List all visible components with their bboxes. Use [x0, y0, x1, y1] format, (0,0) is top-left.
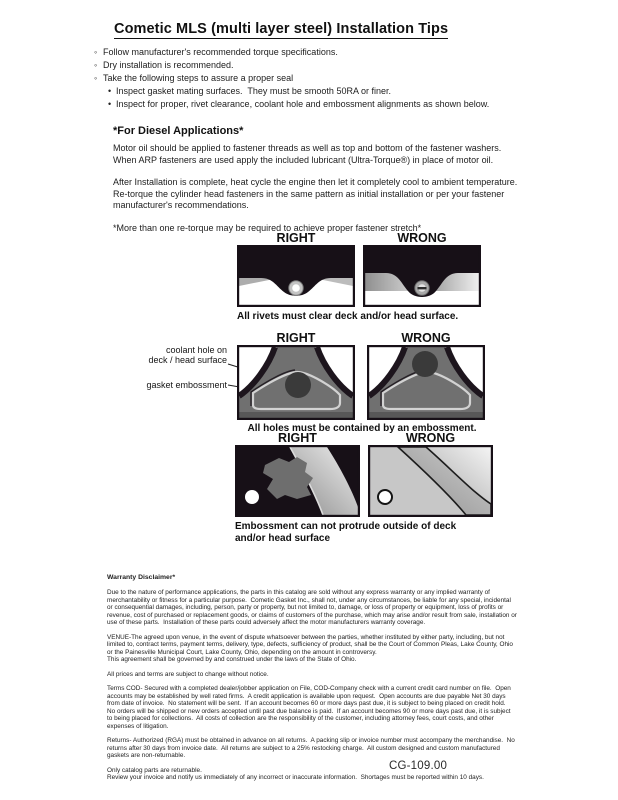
- circle-bullet-icon: ◦: [94, 47, 98, 57]
- tip-text: Take the following steps to assure a proper seal: [103, 73, 294, 83]
- holes-right-illustration: [237, 345, 355, 420]
- tip-text: Follow manufacturer's recommended torque specifications.: [103, 47, 338, 57]
- tip-text: Inspect gasket mating surfaces. They must be smooth 50RA or finer.: [116, 86, 391, 96]
- disclaimer-heading: Warranty Disclaimer*: [107, 574, 176, 581]
- diesel-paragraph: Motor oil should be applied to fastener threads as well as top and bottom of the fastener washers. When ARP fasteners are used apply the included lubricant (Ultra-Torque®) in place of motor oil.: [113, 143, 504, 165]
- caption-line: and/or head surface: [235, 533, 331, 544]
- right-label: RIGHT: [276, 331, 316, 345]
- coolant-hole-annotation: [110, 345, 227, 365]
- list-item: [92, 72, 528, 85]
- holes-caption: All holes must be contained by an embossment.: [247, 423, 477, 434]
- terms-cod-paragraph: Terms COD- Secured with a completed dealer/jobber application on File, COD-Company check with a current credit card number on file. Open accounts may be established by well rated firms. A credit application is available upon request. Open accounts are due payable Net 30 days from date of invoice. No statement will be sent. If an account becomes 60 or more days past due, it is subject to being placed on credit hold. No orders will be shipped or new orders accepted until past due balance is paid. If an account becomes 90 or more days past due, it is subject to being placed for collections. All costs of collection are the responsibility of the customer, including attorney fees, court costs, and other expenses of litigation.: [107, 685, 513, 730]
- wrong-label: WRONG: [401, 331, 451, 345]
- gasket-embossment-annotation: gasket embossment: [146, 380, 227, 390]
- list-item: [92, 59, 528, 72]
- diesel-heading: *For Diesel Applications*: [113, 125, 244, 137]
- wrong-example: [363, 231, 481, 307]
- protrusion-right-illustration: [235, 445, 360, 517]
- page-code: CG-109.00: [389, 760, 448, 772]
- list-item: [92, 85, 528, 98]
- tip-text: Dry installation is recommended.: [103, 60, 234, 70]
- review-invoice-line: Review your invoice and notify us immediately of any incorrect or inaccurate information. Shortages must be reported within 10 days.: [107, 774, 484, 781]
- annotation-line: coolant hole on: [165, 345, 227, 355]
- disclaimer-paragraph: Due to the nature of performance applications, the parts in this catalog are sold without any express warranty or any implied warranty of merchantability or fitness for a particular purpose. Cometic Gasket Inc., shall not, under any circumstances, be liable for any special, incidental or consequential damages, including, person, party or property, but not limited to, damage, or loss of property or equipment, loss of profits or revenue, cost of purchased or replacement goods, or claims of customers of the purchase, which may arise and/or result from sale, installation or use of these parts. Installation of these parts could adversely affect the motor manufacturers warranty coverage.: [107, 589, 519, 626]
- rivet-clearance-diagram: [237, 231, 481, 323]
- right-example: [235, 431, 360, 517]
- tips-list: [92, 46, 528, 111]
- page-title: Cometic MLS (multi layer steel) Installation Tips: [114, 21, 449, 37]
- intro-section: [92, 20, 528, 245]
- annotation-line: deck / head surface: [148, 355, 227, 365]
- retorque-note: *More than one re-torque may be required to achieve proper fastener stretch*: [113, 222, 422, 233]
- rivets-caption: All rivets must clear deck and/or head surface.: [237, 311, 459, 322]
- diesel-applications-section: [113, 125, 527, 234]
- diesel-paragraph: After Installation is complete, heat cycle the engine then let it completely cool to ambient temperature. Re-torque the cylinder head fasteners in the same pattern as initial installation or per your fastener manufacturer's recommendations.: [113, 177, 520, 210]
- embossment-caption: [235, 521, 493, 545]
- wrong-example: [368, 431, 493, 517]
- list-item: [92, 46, 528, 59]
- wrong-example: [367, 331, 485, 420]
- prices-terms-line: All prices and terms are subject to change without notice.: [107, 670, 269, 678]
- rivet-right-illustration: [237, 245, 355, 307]
- coolant-hole-diagram: [110, 331, 490, 435]
- wrong-label: WRONG: [397, 231, 447, 245]
- catalog-parts-line: Only catalog parts are returnable.: [107, 766, 202, 774]
- returns-paragraph: Returns- Authorized (RGA) must be obtained in advance on all returns. A packing slip or invoice number must accompany the merchandise. No returns after 30 days from invoice date. All returns are subject to a 25% restocking charge. All custom designed and custom manufactured gaskets are non-returnable.: [107, 737, 517, 759]
- dot-bullet-icon: •: [108, 99, 112, 109]
- right-example: [237, 231, 355, 307]
- wrong-label: WRONG: [405, 431, 456, 445]
- caption-line: Embossment can not protrude outside of deck: [235, 521, 457, 532]
- rivet-wrong-illustration: [363, 245, 481, 307]
- holes-wrong-illustration: [367, 345, 485, 420]
- circle-bullet-icon: ◦: [94, 60, 98, 70]
- warranty-disclaimer-section: [107, 574, 517, 789]
- circle-bullet-icon: ◦: [94, 73, 98, 83]
- right-label: RIGHT: [276, 231, 316, 245]
- governing-law-line: This agreement shall be governed by and construed under the laws of the State of Ohio.: [107, 656, 357, 663]
- dot-bullet-icon: •: [108, 86, 112, 96]
- tip-text: Inspect for proper, rivet clearance, coolant hole and embossment alignments as shown below.: [116, 99, 490, 109]
- right-label: RIGHT: [278, 431, 317, 445]
- embossment-protrusion-diagram: [235, 431, 493, 545]
- venue-paragraph: VENUE-The agreed upon venue, in the event of dispute whatsoever between the parties, whether instituted by either party, including, but not limited to, contract terms, payment terms, delivery, type, defects, sufficiency of product, shall be the Court of Common Pleas, Lake County, Ohio or the Painesville Municipal Court, Lake County, Ohio, depending on the amount in controversy.: [107, 633, 515, 656]
- protrusion-wrong-illustration: [368, 445, 493, 517]
- list-item: [92, 98, 528, 111]
- right-example: [237, 331, 355, 420]
